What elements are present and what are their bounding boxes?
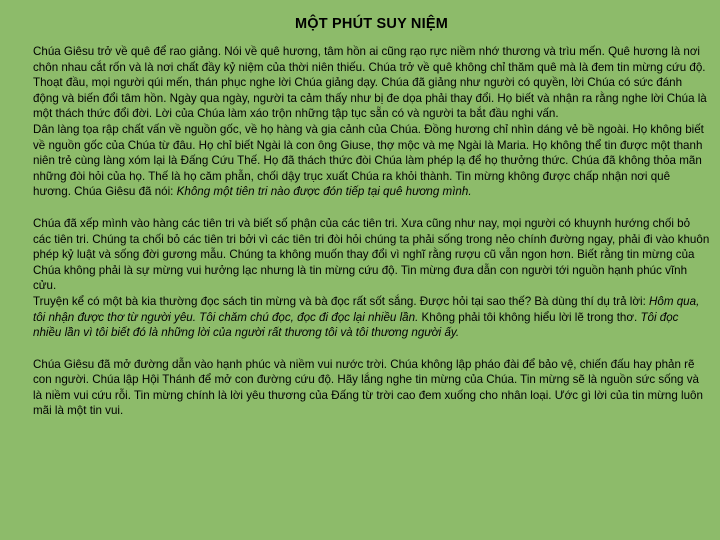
paragraph-2-quote: Không một tiên tri nào được đón tiếp tại quê hương mình. xyxy=(176,185,472,199)
paragraph-4-text-a: Truyện kể có một bà kia thường đọc sách tin mừng và bà đọc rất sốt sắng. Được hỏi tại sao thế? Bà dùng thí dụ trả lời: xyxy=(33,294,646,308)
paragraph-4-quote-a: Hôm qua, tôi nhận được thơ từ người yêu. Tôi chăm chú đọc, đọc đi đọc lại nhiều lần. xyxy=(33,294,700,324)
paragraph-4-quote-b: Tôi đọc nhiều lần vì tôi biết đó là những lời của người rất thương tôi và tôi thương người ấy. xyxy=(33,310,679,340)
paragraph-4-text-b: Không phải tôi không hiểu lời lẽ trong thơ. xyxy=(421,310,638,324)
paragraph-3: Chúa đã xếp mình vào hàng các tiên tri và biết số phận của các tiên tri. Xưa cũng như nay, mọi người có khuynh hướng chối bỏ các tiên tri. Chúng ta chối bỏ các tiên tri bởi vì các tiên tri đòi hỏi chúng ta phải sống trong nẻo chính đường ngay, phải đi vào khuôn phép kỷ luật và sống đời gương mẫu. Chúng ta không muốn thay đổi vì nghĩ rằng rượu cũ vẫn ngon hơn. Biết rằng tin mừng của Chúa không phải là sự mừng vui hưởng lạc nhưng là tin mừng cứu độ. Tin mừng đưa dẫn con người tới nguồn hạnh phúc vĩnh cửu. xyxy=(33,216,710,293)
paragraph-2 xyxy=(33,122,710,200)
paragraph-4 xyxy=(33,294,710,341)
paragraph-5: Chúa Giêsu đã mở đường dẫn vào hạnh phúc và niềm vui nước trời. Chúa không lập pháo đài để bảo vệ, chiến đấu hay phản rẽ con người. Chúa lập Hội Thánh để mở con đường cứu độ. Hãy lắng nghe tin mừng của Chúa. Tin mừng sẽ là nguồn sức sống và là niềm vui cứu rỗi. Tin mừng chính là lời yêu thương của Đấng từ trời cao đem xuống cho nhân loại. Ước gì lời của tin mừng luôn mãi là một tin vui. xyxy=(33,357,703,418)
paragraph-1: Chúa Giêsu trở về quê để rao giảng. Nói về quê hương, tâm hồn ai cũng rạo rực niềm nhớ thương và trìu mến. Quê hương là nơi chôn nhau cắt rốn và là nơi chất đầy kỷ niệm của thời niên thiếu. Chúa trở về quê không chỉ thăm quê mà là đem tin mừng cứu độ. Thoạt đầu, mọi người qúi mến, thán phục nghe lời Chúa giảng dạy. Chúa đã giảng như người có quyền, lời Chúa có sức đánh động và biến đổi tâm hồn. Ngày qua ngày, người ta cảm thấy như bị đe dọa phải thay đổi. Họ biết và nhận ra rằng nghe lời Chúa là một thách thức đổi đời. Lời của Chúa làm xáo trộn những tập tục sẵn có và người ta bắt đầu nghi vấn. xyxy=(33,45,707,121)
page-title: MỘT PHÚT SUY NIỆM xyxy=(295,16,448,32)
paragraph-2-text: Dân làng tọa rập chất vấn về nguồn gốc, về họ hàng và gia cảnh của Chúa. Đồng hương chỉ nhìn dáng vẻ bề ngoài. Họ không biết về nguồn gốc của Chúa từ đâu. Họ chỉ biết Ngài là con ông Giuse, thợ mộc và mẹ Ngài là Maria. Họ không thể tin được một thanh niên trẻ cùng làng xóm lại là Đấng Cứu Thế. Họ đã thách thức đòi Chúa làm phép lạ để họ thưởng thức. Chúa đã không thỏa mãn những đòi hỏi của họ. Thế là họ căm phẫn, chối dậy trục xuất Chúa ra khỏi thành. Tin mừng không được chấp nhận nơi quê hương. Chúa Giêsu đã nói: xyxy=(33,122,704,199)
paragraph-gap xyxy=(33,200,710,216)
paragraph-gap xyxy=(33,341,710,357)
meditation-body xyxy=(33,44,710,419)
